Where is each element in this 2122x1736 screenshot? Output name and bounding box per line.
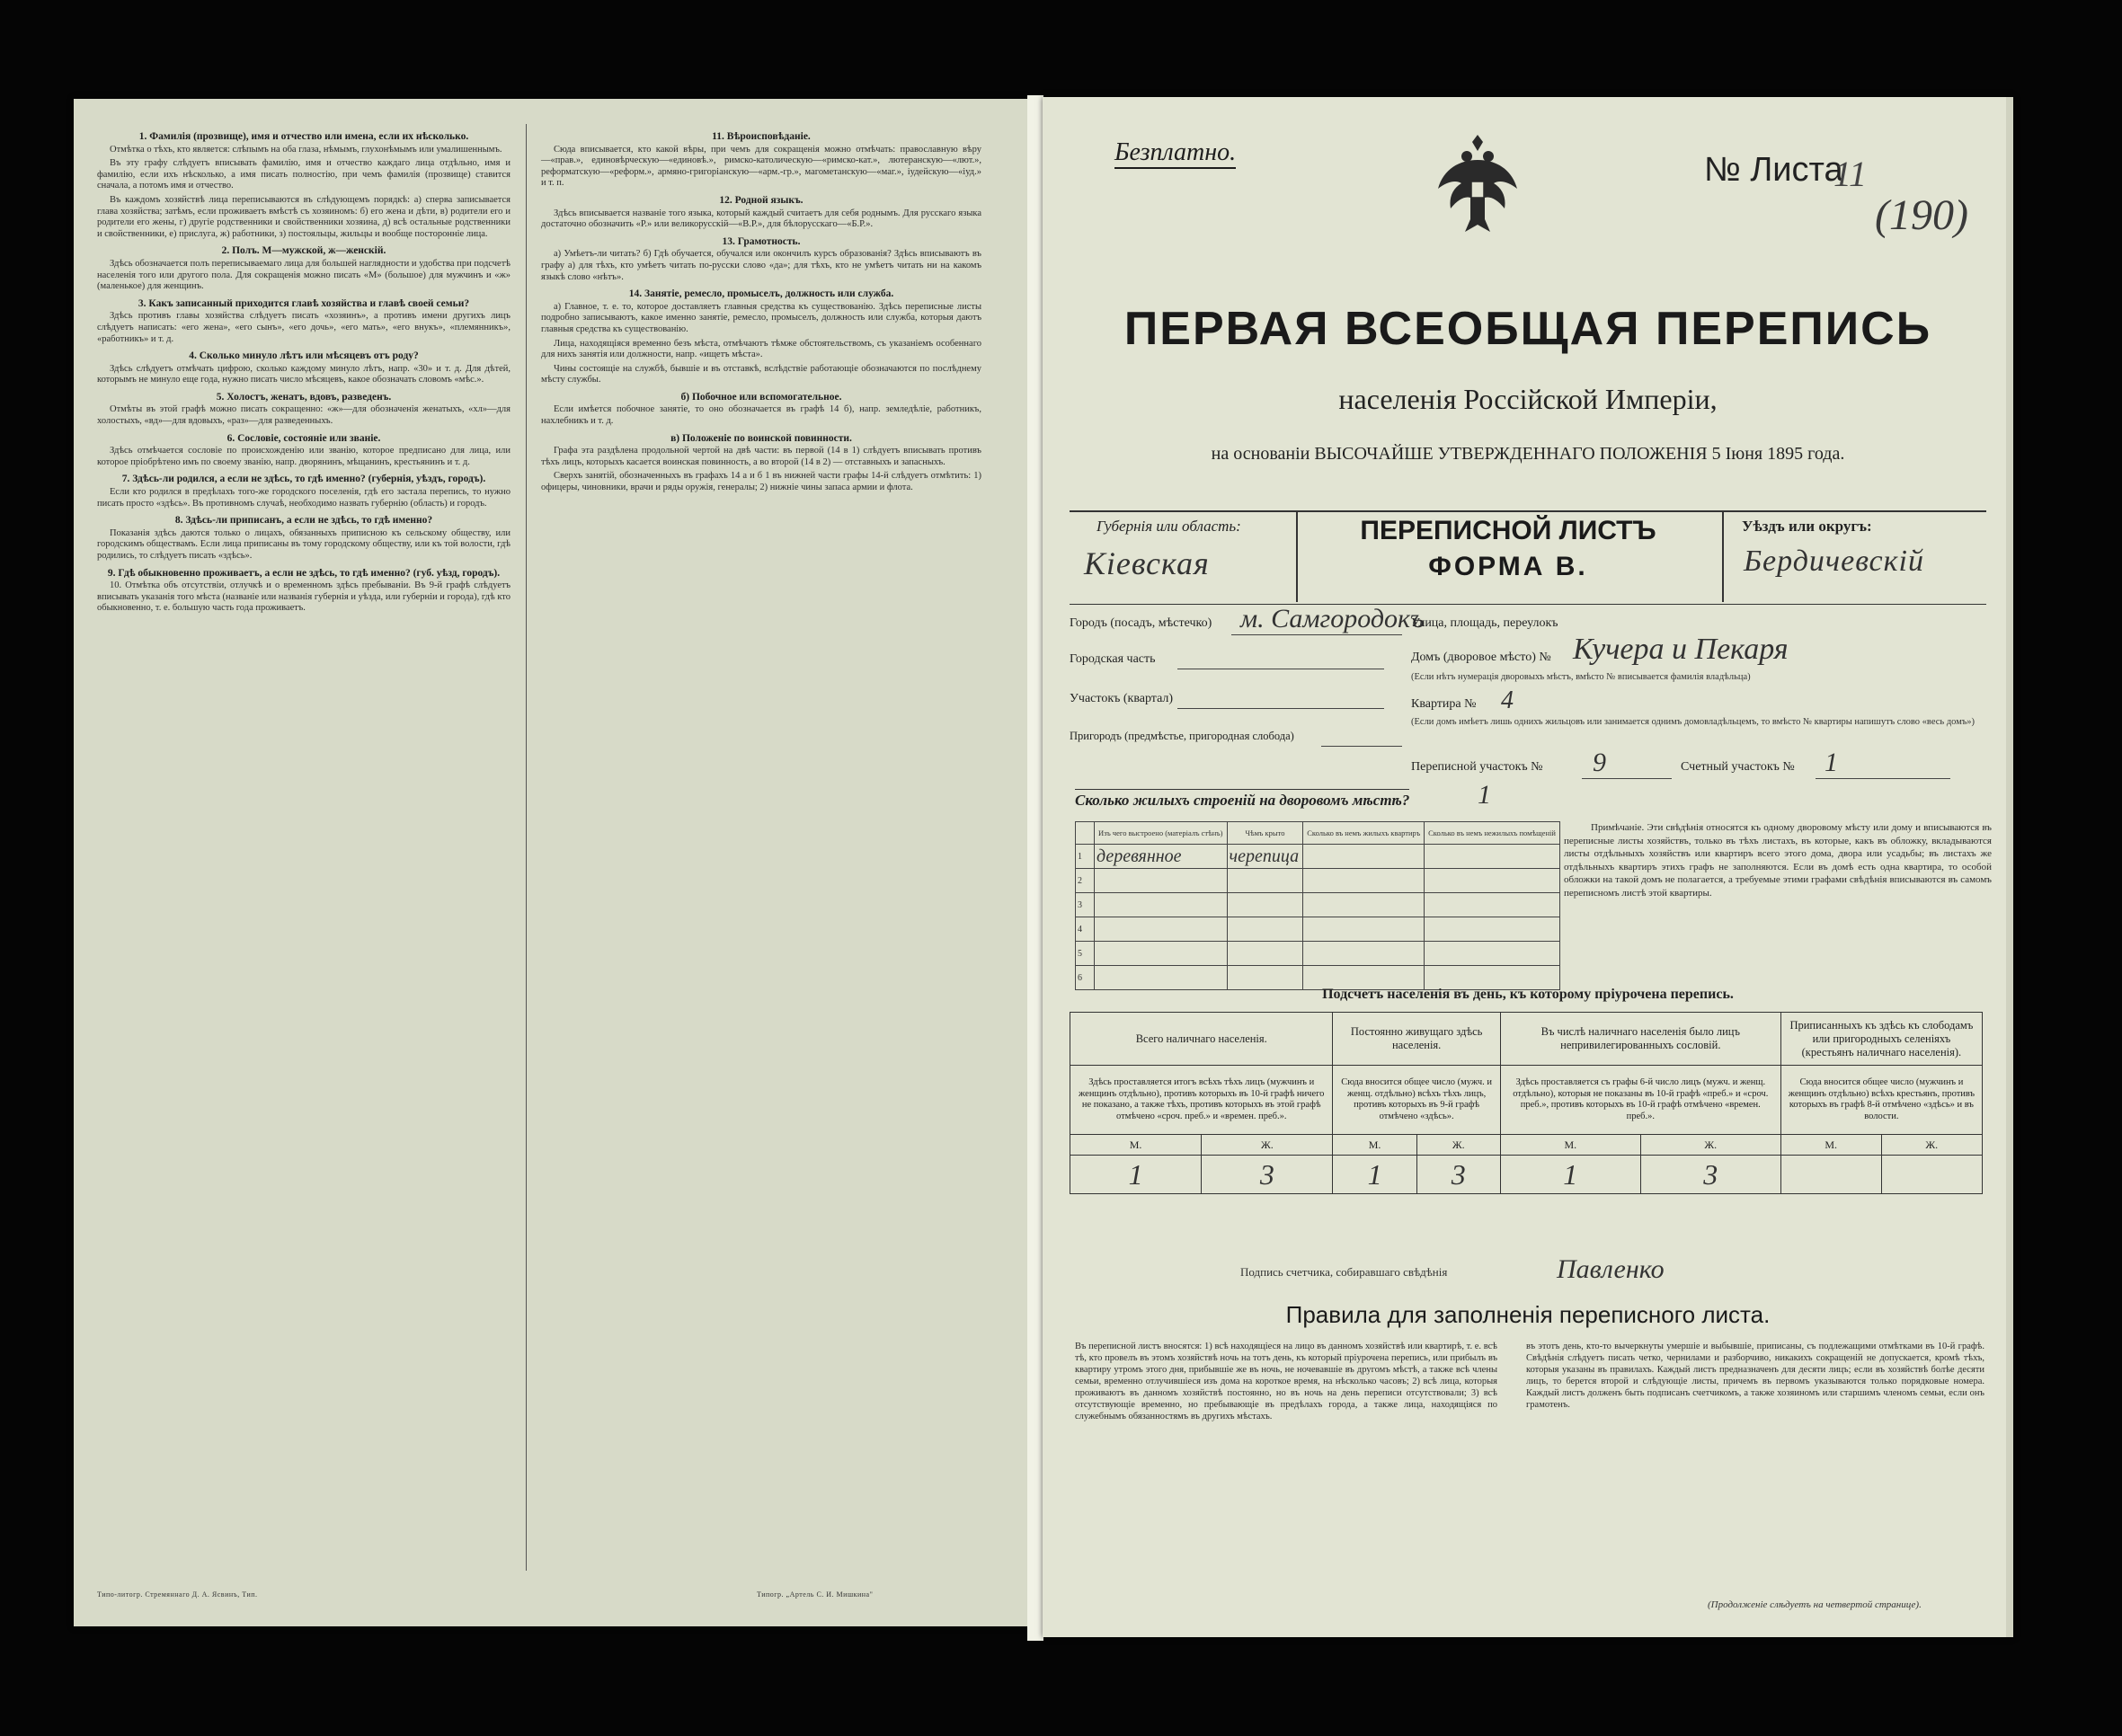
count-column-description: Здѣсь проставляется съ графы 6-й число лицъ (мужч. и женщ. отдѣльно), которыя не показаны въ 10-й графѣ «преб.» и «сроч. преб.», противъ которыхъ въ 10-й графѣ отмѣчено «времен. преб.». (1500, 1066, 1780, 1135)
signature-label: Подпись счетчика, собиравшаго свѣдѣнія (1240, 1265, 1448, 1279)
buildings-row (1076, 942, 1560, 966)
book-spine (1027, 95, 1043, 1641)
roof-material: черепица (1227, 845, 1303, 869)
left-col-section-title: 9. Гдѣ обыкновенно проживаетъ, а если не здѣсь, то гдѣ именно? (губ. уѣзд, городъ). (107, 567, 501, 579)
buildings-row (1076, 917, 1560, 942)
rules-continued-note: (Продолженіе слѣдуетъ на четвертой странице). (1708, 1599, 1922, 1610)
count-column-description: Здѣсь проставляется итогъ всѣхъ тѣхъ лицъ (мужчинъ и женщинъ отдѣльно), противъ которыхъ въ 10-й графѣ ничего не показано, а также тѣхъ, противъ которыхъ въ этой графѣ отмѣчено «сроч. преб.» и «времен. преб.». (1070, 1066, 1333, 1135)
right-col-section-text: Здѣсь вписывается названіе того языка, который каждый считаетъ для себя роднымъ. Для русскаго языка достаточно обозначить «Р.» или великорусскій—«В.Р.», для бѣлорусскаго—«Б.Р.». (541, 208, 981, 230)
right-col-section-text: а) Главное, т. е. то, которое доставляетъ главныя средства къ существованію. Здѣсь переписные листы подробно записываютъ, какое именно занятіе, ремесло, промыселъ, должность или служба, которыя даютъ главныя средства къ существованію. (541, 301, 981, 334)
legal-basis: на основаніи ВЫСОЧАЙШЕ УТВЕРЖДЕННАГО ПОЛОЖЕНІЯ 5 Іюня 1895 года. (1211, 444, 1845, 464)
buildings-note: Примѣчаніе. Эти свѣдѣнія относятся къ одному дворовому мѣсту или дому и вписываются въ переписные листы хозяйствъ, только въ тѣхъ листахъ, въ которые, какъ въ обложку, вкладываются листы отдѣльныхъ хозяйствъ или квартиръ всего этого дома, двора или усадьбы; въ листахъ же отдѣльныхъ квартиръ этихъ графъ не заполняются. Если въ домѣ есть одна квартира, то особой обложки на такой домъ не полагается, а требуемые этими графами свѣдѣнія вписываются въ самомъ переписномъ листѣ этой квартиры. (1564, 822, 1992, 899)
apartments-cell (1303, 869, 1425, 893)
apartment-label: Квартира № (1411, 697, 1477, 711)
apartments-cell (1303, 893, 1425, 917)
population-count-table (1070, 1012, 1983, 1194)
right-col-section-text: а) Умѣетъ-ли читать? б) Гдѣ обучается, обучался или окончилъ курсъ образованія? Здѣсь вписываютъ въ графу а) для тѣхъ, кто умѣетъ читать по-русски слово «да»; для тѣхъ, кто не умѣетъ читать ни на какомъ языкѣ слово «нѣтъ». (541, 249, 981, 282)
left-col-section-title: 7. Здѣсь-ли родился, а если не здѣсь, то гдѣ именно? (губернія, уѣздъ, городъ). (121, 474, 486, 485)
form-title: ПЕРЕПИСНОЙ ЛИСТЪ (1360, 516, 1656, 545)
nonresidential-cell (1425, 942, 1560, 966)
left-col-section-title: 1. Фамилія (прозвище), имя и отчество или имена, если их нѣсколько. (138, 131, 469, 142)
page-edge (2006, 97, 2013, 1637)
count-column-description: Сюда вносится общее число (мужчинъ и женщинъ отдѣльно) всѣхъ крестьянъ, противъ которыхъ въ графѣ 8-й отмѣчено «здѣсь» и въ волости. (1780, 1066, 1982, 1135)
right-col-section-title: 12. Родной языкъ. (719, 194, 804, 206)
house-value: Кучера и Пекаря (1573, 633, 1789, 666)
left-col-section-title: 4. Сколько минуло лѣтъ или мѣсяцевъ отъ роду? (189, 350, 419, 362)
instructions-column-right (541, 126, 981, 497)
buildings-row (1076, 869, 1560, 893)
counting-district-underline (1816, 778, 1950, 779)
left-col-section-title: 2. Полъ. М—мужской, ж—женскій. (221, 245, 386, 257)
right-col-section-text: Если имѣется побочное занятіе, то оно обозначается въ графѣ 14 б), напр. земледѣліе, работникъ, нахлебникъ и т. д. (541, 404, 981, 427)
right-col-section-text: Сюда вписывается, кто какой вѣры, при чемъ для сокращенія можно отмѣчать: православную вѣру—«прав.», единовѣрческую—«единовѣ.», римско-католическую—«римско-кат.», лютеранскую—«лют.», реформатскую—«реформ.», армяно-григоріанскую—«арм.-гр.», магометанскую—«маг.», іудейскую—«іуд.» и т. п. (541, 144, 981, 189)
counting-district-label: Счетный участокъ № (1681, 760, 1795, 774)
roof-material (1227, 942, 1303, 966)
street-label: Улица, площадь, переулокъ (1411, 616, 1558, 630)
row-number: 6 (1076, 966, 1095, 990)
walls-material: деревянное (1095, 845, 1228, 869)
population-count-title: Подсчетъ населенія въ день, къ которому пріурочена перепись. (1322, 987, 1734, 1002)
census-district-value: 9 (1593, 748, 1606, 777)
left-col-section-title: 8. Здѣсь-ли приписанъ, а если не здѣсь, то гдѣ именно? (174, 515, 433, 527)
male-label: М. (1500, 1135, 1640, 1156)
walls-material (1095, 893, 1228, 917)
male-label: М. (1070, 1135, 1202, 1156)
house-note: (Если нѣтъ нумерація дворовыхъ мѣстъ, вмѣсто № вписывается фамилія владѣльца) (1411, 672, 1751, 682)
printer-note-right: Типогр. „Артель С. И. Мишкина" (757, 1590, 874, 1599)
count-column-description: Сюда вносится общее число (мужч. и женщ. отдѣльно) всѣхъ тѣхъ лицъ, противъ которыхъ въ 9-й графѣ отмѣчено «здѣсь». (1333, 1066, 1500, 1135)
row-number: 2 (1076, 869, 1095, 893)
walls-material (1095, 917, 1228, 942)
buildings-header-roof: Чѣмъ крыто (1227, 822, 1303, 845)
city-label: Городъ (посадъ, мѣстечко) (1070, 616, 1212, 630)
count-column-heading: Въ числѣ наличнаго населенія было лицъ непривилегированныхъ сословій. (1500, 1013, 1780, 1066)
house-label: Домъ (дворовое мѣсто) № (1411, 651, 1551, 664)
apartments-cell (1303, 917, 1425, 942)
census-subtitle: населенія Россійской Имперіи, (1338, 383, 1718, 415)
column-divider (526, 124, 527, 1571)
female-label: Ж. (1202, 1135, 1333, 1156)
suburb-label: Пригородъ (предмѣстье, пригородная слобода) (1070, 730, 1294, 742)
count-column-heading: Всего наличнаго населенія. (1070, 1013, 1333, 1066)
uezd-label: Уѣздъ или округъ: (1742, 518, 1872, 535)
male-count: 1 (1500, 1156, 1640, 1194)
double-headed-eagle-emblem (1433, 133, 1523, 241)
left-page (74, 99, 1028, 1626)
right-col-section-title: б) Побочное или вспомогательное. (680, 391, 842, 403)
instructions-column-left (97, 126, 511, 617)
dwellings-value: 1 (1478, 780, 1491, 810)
sheet-number-value: 11 (1833, 154, 1868, 194)
row-number: 5 (1076, 942, 1095, 966)
left-col-section-text: Въ эту графу слѣдуетъ вписывать фамилію, имя и отчество каждаго лица отдѣльно, имя и фамилію, если ихъ нѣсколько, а имя писать полностію, при чемъ фамилія (прозвище) ставится сначала, а потомъ имя и отчество. (97, 158, 511, 191)
sheet-number-label: № Листа (1704, 151, 1843, 189)
city-part-label: Городская часть (1070, 652, 1156, 666)
apartments-cell (1303, 845, 1425, 869)
buildings-header-nonresidential: Сколько въ немъ нежилыхъ помѣщеній (1425, 822, 1560, 845)
row-number: 1 (1076, 845, 1095, 869)
dwellings-question: Сколько жилыхъ строеній на дворовомъ мѣстѣ? (1075, 789, 1409, 810)
census-form-page (1043, 97, 2013, 1637)
male-count: 1 (1333, 1156, 1416, 1194)
female-label: Ж. (1881, 1135, 1982, 1156)
census-district-label: Переписной участокъ № (1411, 760, 1543, 774)
female-label: Ж. (1640, 1135, 1780, 1156)
apartment-value: 4 (1501, 686, 1514, 714)
left-col-section-text: Здѣсь отмѣчается сословіе по происхожденію или званію, которое предписано для лица, или которое пріобрѣтено имъ по своему званію, напр. дворянинъ, мѣщанинъ, крестьянинъ и т. д. (97, 446, 511, 467)
left-col-section-title: 6. Сословіе, состояніе или званіе. (226, 432, 381, 444)
uezd-value: Бердичевскій (1744, 545, 1924, 578)
male-label: М. (1780, 1135, 1881, 1156)
left-col-section-text: Въ каждомъ хозяйствѣ лица переписываются въ слѣдующемъ порядкѣ: а) сперва записывается глава хозяйства; затѣмъ, если проживаетъ вмѣстѣ съ хозяиномъ: б) его жена и дѣти, в) родители его и родители его жены, г) другіе родственники и свойственники хозяина, д) всѣ остальные родственники и свойственники, е) прислуга, ж) работники, з) постояльцы, жильцы и вообще посторонніе лица. (97, 194, 511, 239)
buildings-header-walls: Изъ чего выстроено (матеріалъ стѣнъ) (1095, 822, 1228, 845)
city-value: м. Самгородокъ (1240, 604, 1425, 633)
female-label: Ж. (1416, 1135, 1500, 1156)
walls-material (1095, 869, 1228, 893)
right-col-section-title: в) Положеніе по воинской повинности. (670, 432, 852, 444)
rules-title: Правила для заполненія переписного листа. (1285, 1301, 1771, 1328)
buildings-table (1075, 821, 1560, 990)
left-col-section-text: Здѣсь слѣдуетъ отмѣчать цифрою, сколько каждому минуло лѣтъ, напр. «30» и т. д. Для дѣтей, которымъ не минуло еще года, нужно писать число мѣсяцевъ, какое обозначать словомъ «мѣс.». (97, 363, 511, 385)
right-col-section-text: Чины состоящіе на службѣ, бывшіе и въ отставкѣ, вслѣдствіе работающіе обозначаются по послѣднему мѣсту службы. (541, 363, 981, 385)
printer-note-left: Типо-литогр. Стремяннаго Д. А. Ясвинъ, Тип. (97, 1590, 258, 1599)
city-underline (1231, 634, 1402, 635)
row-number: 3 (1076, 893, 1095, 917)
left-col-section-title: 5. Холостъ, женатъ, вдовъ, разведенъ. (216, 391, 392, 403)
rules-text-left: Въ переписной листъ вносятся: 1) всѣ находящіеся на лицо въ данномъ хозяйствѣ или квартирѣ, т. е. всѣ тѣ, кто провелъ въ этомъ хозяйствѣ ночь на тотъ день, къ который пріурочена перепись, или прибылъ въ квартиру утромъ этого дня, прибывшіе же въ ночь, не ночевавшіе въ другомъ мѣстѣ, а также всѣ члены семьи, временно отлучившіеся изъ дома на короткое время, на нѣсколько часовъ; 2) всѣ лица, которыя проживаютъ въ данномъ хозяйствѣ постоянно, но въ ночь на день переписи отсутствовали; 3) всѣ отсутствующіе временно, но пребывающіе въ предѣлахъ города, а также лица, находящіяся по служебнымъ обязанностямъ въ другихъ мѣстахъ. (1075, 1342, 1497, 1422)
signature-value: Павленко (1557, 1254, 1665, 1284)
buildings-row (1076, 845, 1560, 869)
right-col-section-title: 14. Занятіе, ремесло, промыселъ, должность или служба. (628, 288, 894, 300)
walls-material (1095, 942, 1228, 966)
roof-material (1227, 869, 1303, 893)
nonresidential-cell (1425, 917, 1560, 942)
rules-text-right: въ этотъ день, кто-то вычеркнуты умершіе и выбывшіе, приписаны, съ подлежащими отмѣтками въ 10-й графѣ. Свѣдѣнія слѣдуетъ писать четко, чернилами и разборчиво, никакихъ сокращеній не допускается, кромѣ тѣхъ, которыя указаны въ правилахъ. Каждый листъ предназначенъ для десяти лицъ; если въ хозяйствѣ болѣе десяти лицъ, то берется второй и слѣдующіе листы, причемъ въ первомъ указываются только порядковые номера. Каждый листъ долженъ быть подписанъ счетчикомъ, а также хозяиномъ или старшимъ членомъ семьи, если онъ грамотенъ. (1526, 1342, 1984, 1410)
roof-material (1227, 917, 1303, 942)
male-count (1780, 1156, 1881, 1194)
left-col-section-text: Здѣсь обозначается полъ переписываемаго лица для большей наглядности и удобства при подсчетѣ населенія того или другого пола. Для сокращенія можно писать «М» (большое) для мужчинъ и «ж» (маленькое) для женщинъ. (97, 258, 511, 292)
right-col-section-text: Сверхъ занятій, обозначенныхъ въ графахъ 14 а и б 1 въ нижней части графы 14-й слѣдуетъ отмѣтить: 1) офицеры, чиновники, врачи и ряды оружія, генералы; 2) нижніе чины запаса армии и флота. (541, 471, 981, 493)
left-col-section-text: Показанія здѣсь даются только о лицахъ, обязанныхъ приписною къ сельскому обществу, или городскимъ обществамъ. Если лица приписаны въ тому городскому обществу, или къ той волости, гдѣ родились, то слѣдуетъ писать «здѣсь». (97, 527, 511, 561)
nonresidential-cell (1425, 845, 1560, 869)
nonresidential-cell (1425, 869, 1560, 893)
right-col-section-title: 13. Грамотность. (722, 235, 801, 247)
district-label: Участокъ (квартал) (1070, 692, 1174, 705)
suburb-underline (1321, 746, 1402, 747)
census-district-underline (1582, 778, 1672, 779)
gubernia-value: Кіевская (1084, 545, 1210, 581)
apartments-cell (1303, 942, 1425, 966)
left-col-section-text: 10. Отмѣтка объ отсутствіи, отлучкѣ и о временномъ здѣсь пребываніи. Въ 9-й графѣ слѣдуетъ вписывать указанія того мѣста (названіе или названія губернія и уѣзда, или губерніи и города), гдѣ кто обыкновенно, т. е. большую часть года проживаетъ. (97, 580, 511, 614)
buildings-row (1076, 893, 1560, 917)
roof-material (1227, 893, 1303, 917)
female-count: 3 (1640, 1156, 1780, 1194)
free-label: Безплатно. (1114, 138, 1236, 169)
handwritten-sheet-number: (190) (1875, 191, 1968, 239)
right-col-section-title: 11. Вѣроисповѣданіе. (712, 131, 811, 142)
female-count: 3 (1202, 1156, 1333, 1194)
gubernia-label: Губернія или область: (1097, 518, 1241, 535)
left-col-section-text: Отмѣты въ этой графѣ можно писать сокращенно: «ж»—для обозначенія женатыхъ, «хл»—для холостыхъ, «вд»—для вдовыхъ, «раз»—для разведенныхъ. (97, 404, 511, 427)
apartment-note: (Если домъ имѣетъ лишь однихъ жильцовъ или занимается однимъ домовладѣльцемъ, то вмѣсто № квартиры напишутъ слово «весь домъ») (1411, 717, 1976, 727)
left-col-section-text: Если кто родился в предѣлахъ того-же городского поселенія, гдѣ его застала перепись, то нужно писать просто «здѣсь». Въ противномъ случаѣ, необходимо назвать губернію (область) и городъ. (97, 487, 511, 509)
male-label: М. (1333, 1135, 1416, 1156)
form-type: ФОРМА В. (1428, 552, 1588, 581)
count-column-heading: Приписанныхъ къ здѣсь къ слободамъ или пригородныхъ селеніяхъ (крестьянъ наличнаго населенія). (1780, 1013, 1982, 1066)
right-col-section-text: Графа эта раздѣлена продольной чертой на двѣ части: въ первой (14 в 1) слѣдуетъ вписывать противъ тѣхъ лицъ, которыхъ касается воинская повинность, а во второй (14 в 2) — отставныхъ и запасныхъ. (541, 446, 981, 467)
nonresidential-cell (1425, 893, 1560, 917)
district-underline (1177, 708, 1384, 709)
buildings-header-apartments: Сколько въ немъ жилыхъ квартиръ (1303, 822, 1425, 845)
male-count: 1 (1070, 1156, 1202, 1194)
census-title: ПЕРВАЯ ВСЕОБЩАЯ ПЕРЕПИСЬ (1123, 303, 1932, 355)
row-number: 4 (1076, 917, 1095, 942)
left-col-section-text: Отмѣтка о тѣхъ, кто является: слѣпымъ на оба глаза, нѣмымъ, глухонѣмымъ или умалишеннымъ. (110, 144, 502, 155)
left-col-section-title: 3. Какъ записанный приходится главѣ хозяйства и главѣ своей семьи? (138, 297, 470, 309)
count-column-heading: Постоянно живущаго здѣсь населенія. (1333, 1013, 1500, 1066)
counting-district-value: 1 (1825, 748, 1838, 777)
female-count (1881, 1156, 1982, 1194)
right-col-section-text: Лица, находящіяся временно безъ мѣста, отмѣчаютъ тѣмже обстоятельствомъ, съ указаніемъ особеннаго для нихъ занятія или должности, напр. «ищетъ мѣста». (541, 338, 981, 360)
left-col-section-text: Здѣсь противъ главы хозяйства слѣдуетъ писать «хозяинъ», а противъ имени другихъ лицъ слѣдуетъ написать: «его жена», «его сынъ», «его дочь», «его мать», «его внукъ», «племянникъ», «работникъ» и т. д. (97, 311, 511, 344)
female-count: 3 (1416, 1156, 1500, 1194)
